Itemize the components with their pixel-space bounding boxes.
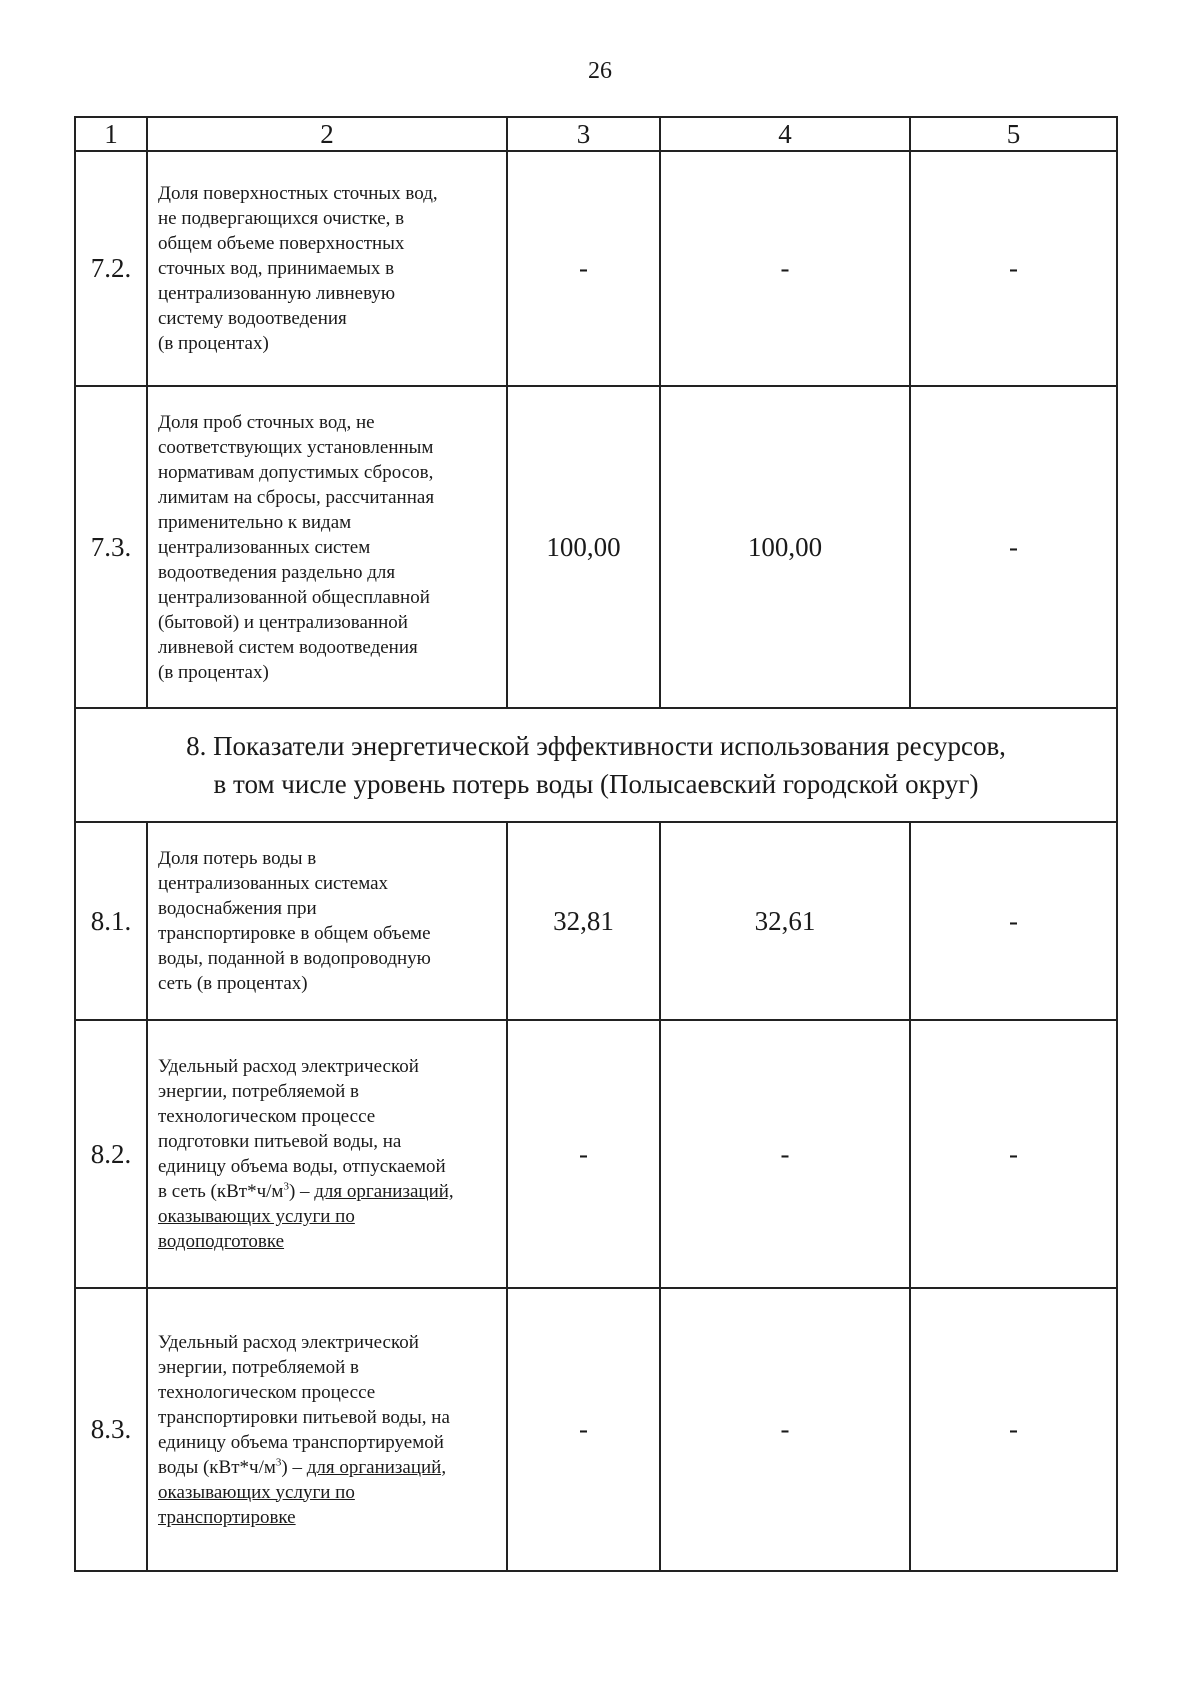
- value-col-4: -: [660, 151, 910, 386]
- unit-text: ) –: [288, 1181, 315, 1202]
- desc-line: Удельный расход электрической: [158, 1331, 419, 1353]
- value-col-3: -: [507, 1288, 660, 1571]
- value-col-5: -: [910, 1020, 1117, 1288]
- desc-line: (в процентах): [158, 661, 269, 683]
- section-heading-row: [75, 708, 1117, 822]
- table-row: [75, 386, 1117, 708]
- value-col-4: -: [660, 1288, 910, 1571]
- header-col-1: 1: [75, 117, 147, 151]
- desc-line: транспортировки питьевой воды, на: [158, 1406, 450, 1428]
- desc-line: не подвергающихся очистке, в: [158, 208, 405, 229]
- value-col-5: -: [910, 386, 1117, 708]
- underlined-text: для организаций,: [306, 1456, 447, 1478]
- indicator-description: [147, 386, 507, 708]
- desc-line: применительно к видам: [158, 511, 352, 533]
- unit-text: в сеть (кВт*ч/м: [158, 1181, 284, 1202]
- underlined-text: для организаций,: [314, 1181, 454, 1202]
- desc-line: сеть (в процентах): [158, 973, 308, 994]
- desc-line: (в процентах): [158, 333, 269, 354]
- desc-line: [158, 1179, 496, 1204]
- underlined-text: оказывающих услуги по: [158, 1206, 355, 1227]
- indicator-description: [147, 822, 507, 1020]
- desc-line: сточных вод, принимаемых в: [158, 258, 395, 279]
- unit-superscript: 3: [283, 1180, 289, 1193]
- underlined-text: водоподготовке: [158, 1231, 285, 1252]
- section-heading: [75, 708, 1117, 822]
- table-row: [75, 822, 1117, 1020]
- indicator-description: [147, 151, 507, 386]
- desc-line: централизованной общесплавной: [158, 586, 430, 608]
- header-col-4: 4: [660, 117, 910, 151]
- value-col-3: 100,00: [507, 386, 660, 708]
- row-number: 8.1.: [75, 822, 147, 1020]
- desc-line: воды, поданной в водопроводную: [158, 948, 431, 969]
- header-col-3: 3: [507, 117, 660, 151]
- desc-line: технологическом процессе: [158, 1381, 376, 1403]
- section-heading-line: в том числе уровень потерь воды (Полысаевский городской округ): [213, 769, 979, 799]
- unit-text: воды (кВт*ч/м: [158, 1456, 276, 1478]
- desc-line: водоснабжения при: [158, 898, 317, 919]
- underlined-text: оказывающих услуги по: [158, 1481, 355, 1503]
- desc-line: подготовки питьевой воды, на: [158, 1131, 402, 1152]
- desc-line: водоотведения раздельно для: [158, 561, 396, 583]
- desc-line: общем объеме поверхностных: [158, 233, 405, 254]
- value-col-5: -: [910, 151, 1117, 386]
- table-row: [75, 1020, 1117, 1288]
- desc-line: систему водоотведения: [158, 308, 347, 329]
- table-row: [75, 151, 1117, 386]
- desc-line: соответствующих установленным: [158, 436, 434, 458]
- row-number: 7.2.: [75, 151, 147, 386]
- header-col-5: 5: [910, 117, 1117, 151]
- value-col-4: -: [660, 1020, 910, 1288]
- indicator-description: [147, 1020, 507, 1288]
- desc-line: лимитам на сбросы, рассчитанная: [158, 486, 435, 508]
- desc-line: нормативам допустимых сбросов,: [158, 461, 434, 483]
- value-col-4: 100,00: [660, 386, 910, 708]
- row-number: 7.3.: [75, 386, 147, 708]
- row-number: 8.2.: [75, 1020, 147, 1288]
- desc-line: Удельный расход электрической: [158, 1056, 419, 1077]
- desc-line: Доля проб сточных вод, не: [158, 411, 375, 433]
- indicator-description: [147, 1288, 507, 1571]
- row-number: 8.3.: [75, 1288, 147, 1571]
- value-col-5: -: [910, 1288, 1117, 1571]
- desc-line: энергии, потребляемой в: [158, 1081, 360, 1102]
- desc-line: централизованную ливневую: [158, 283, 396, 304]
- section-heading-line: 8. Показатели энергетической эффективности использования ресурсов,: [186, 731, 1006, 761]
- header-col-2: 2: [147, 117, 507, 151]
- desc-line: [158, 1455, 496, 1480]
- page-number: 26: [588, 58, 612, 84]
- value-col-3: -: [507, 1020, 660, 1288]
- desc-line: единицу объема транспортируемой: [158, 1431, 444, 1453]
- table-row: [75, 1288, 1117, 1571]
- desc-line: технологическом процессе: [158, 1106, 376, 1127]
- desc-line: (бытовой) и централизованной: [158, 611, 408, 633]
- header-row: [75, 117, 1117, 151]
- desc-line: единицу объема воды, отпускаемой: [158, 1156, 446, 1177]
- desc-line: ливневой систем водоотведения: [158, 636, 418, 658]
- unit-superscript: 3: [275, 1456, 282, 1469]
- desc-line: централизованных системах: [158, 873, 389, 894]
- underlined-text: транспортировке: [158, 1506, 296, 1528]
- desc-line: централизованных систем: [158, 536, 371, 558]
- value-col-4: 32,61: [660, 822, 910, 1020]
- unit-text: ) –: [281, 1456, 307, 1478]
- desc-line: транспортировке в общем объеме: [158, 923, 431, 944]
- value-col-5: -: [910, 822, 1117, 1020]
- value-col-3: -: [507, 151, 660, 386]
- desc-line: энергии, потребляемой в: [158, 1356, 360, 1378]
- value-col-3: 32,81: [507, 822, 660, 1020]
- indicators-table: [74, 116, 1118, 1572]
- desc-line: Доля поверхностных сточных вод,: [158, 183, 438, 204]
- desc-line: Доля потерь воды в: [158, 848, 317, 869]
